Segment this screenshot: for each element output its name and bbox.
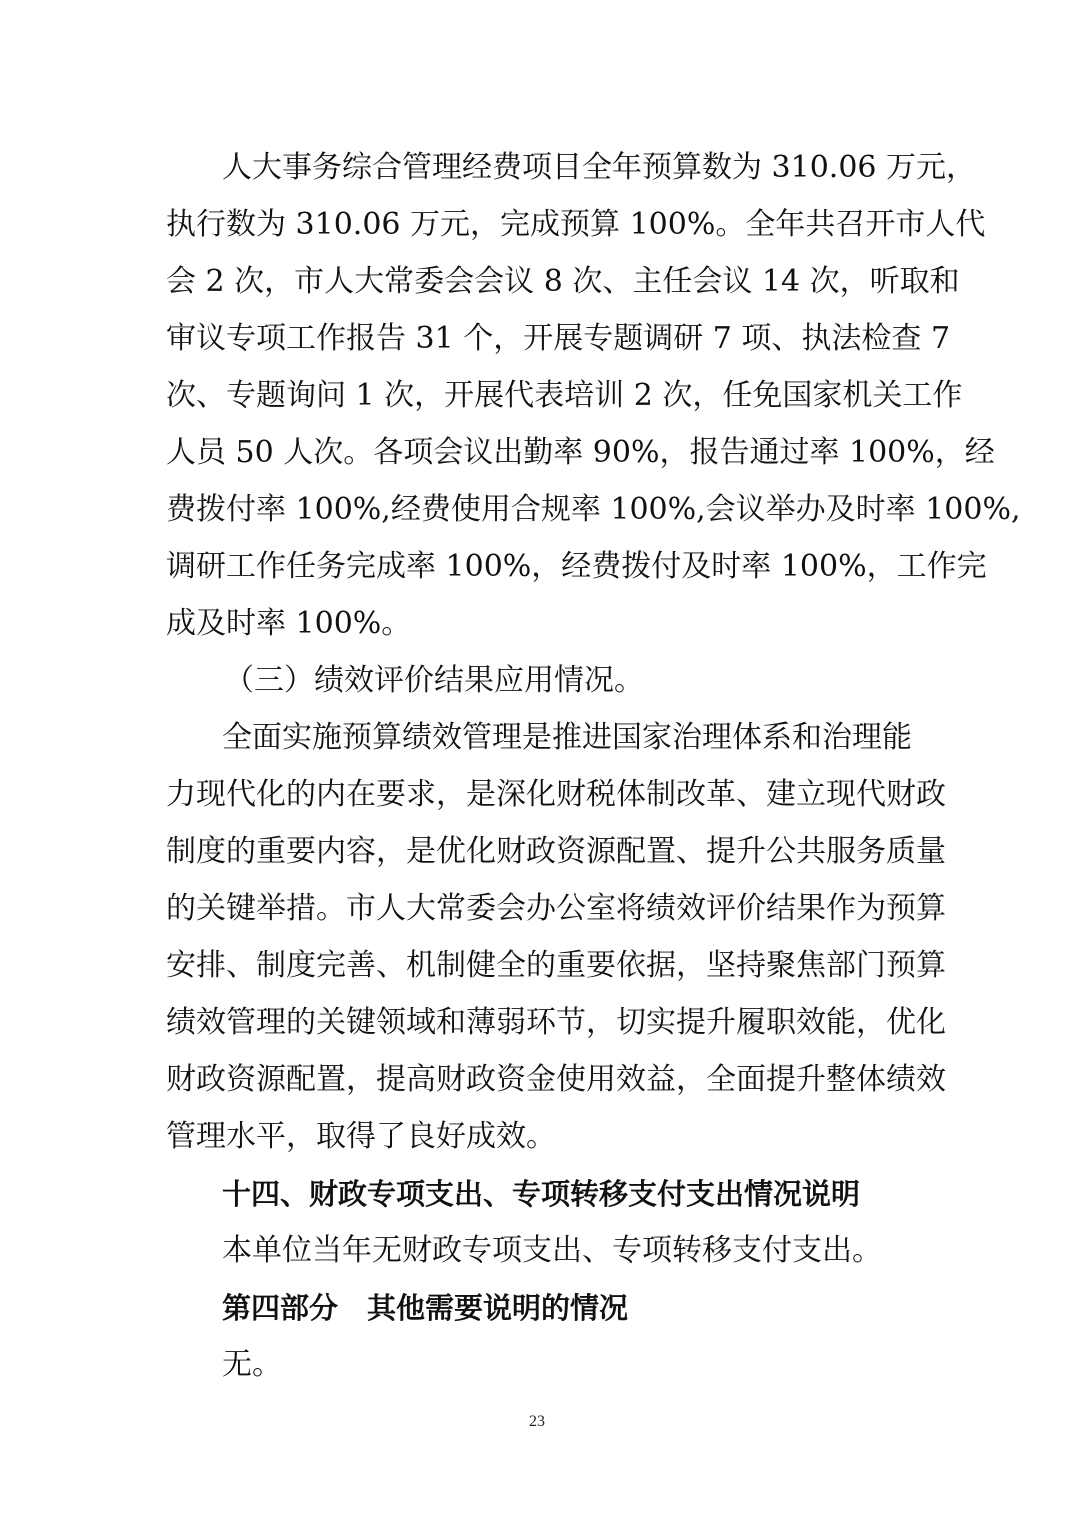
paragraph-1-line-3: 会 2 次，市人大常委会会议 8 次、主任会议 14 次，听取和 bbox=[166, 264, 960, 299]
subheading-performance-results: （三）绩效评价结果应用情况。 bbox=[224, 663, 644, 698]
paragraph-2-line-2: 力现代化的内在要求，是深化财税体制改革、建立现代财政 bbox=[166, 777, 946, 812]
paragraph-1-line-4: 审议专项工作报告 31 个，开展专题调研 7 项、执法检查 7 bbox=[166, 321, 951, 356]
paragraph-1-line-9: 成及时率 100%。 bbox=[166, 606, 412, 641]
paragraph-1-line-2: 执行数为 310.06 万元，完成预算 100%。全年共召开市人代 bbox=[166, 207, 986, 242]
paragraph-2-line-7: 财政资源配置，提高财政资金使用效益，全面提升整体绩效 bbox=[166, 1062, 946, 1097]
paragraph-1-line-1: 人大事务综合管理经费项目全年预算数为 310.06 万元， bbox=[222, 150, 977, 185]
paragraph-1-line-7: 费拨付率 100%,经费使用合规率 100%,会议举办及时率 100%, bbox=[166, 492, 1021, 527]
paragraph-2-line-1: 全面实施预算绩效管理是推进国家治理体系和治理能 bbox=[222, 720, 912, 755]
paragraph-2-line-3: 制度的重要内容，是优化财政资源配置、提升公共服务质量 bbox=[166, 834, 946, 869]
paragraph-4: 无。 bbox=[222, 1347, 282, 1382]
paragraph-2-line-6: 绩效管理的关键领域和薄弱环节，切实提升履职效能，优化 bbox=[166, 1005, 946, 1040]
paragraph-1-line-5: 次、专题询问 1 次，开展代表培训 2 次，任免国家机关工作 bbox=[166, 378, 963, 413]
paragraph-2-line-8: 管理水平，取得了良好成效。 bbox=[166, 1119, 556, 1154]
section-heading-14: 十四、财政专项支出、专项转移支付支出情况说明 bbox=[222, 1177, 861, 1211]
paragraph-1-line-8: 调研工作任务完成率 100%，经费拨付及时率 100%，工作完 bbox=[166, 549, 987, 584]
paragraph-2-line-5: 安排、制度完善、机制健全的重要依据，坚持聚焦部门预算 bbox=[166, 948, 946, 983]
paragraph-1-line-6: 人员 50 人次。各项会议出勤率 90%，报告通过率 100%，经 bbox=[166, 435, 995, 470]
paragraph-3: 本单位当年无财政专项支出、专项转移支付支出。 bbox=[222, 1233, 882, 1268]
paragraph-2-line-4: 的关键举措。市人大常委会办公室将绩效评价结果作为预算 bbox=[166, 891, 946, 926]
part-4-heading: 第四部分 其他需要说明的情况 bbox=[222, 1291, 629, 1325]
page-number: 23 bbox=[529, 1413, 545, 1430]
